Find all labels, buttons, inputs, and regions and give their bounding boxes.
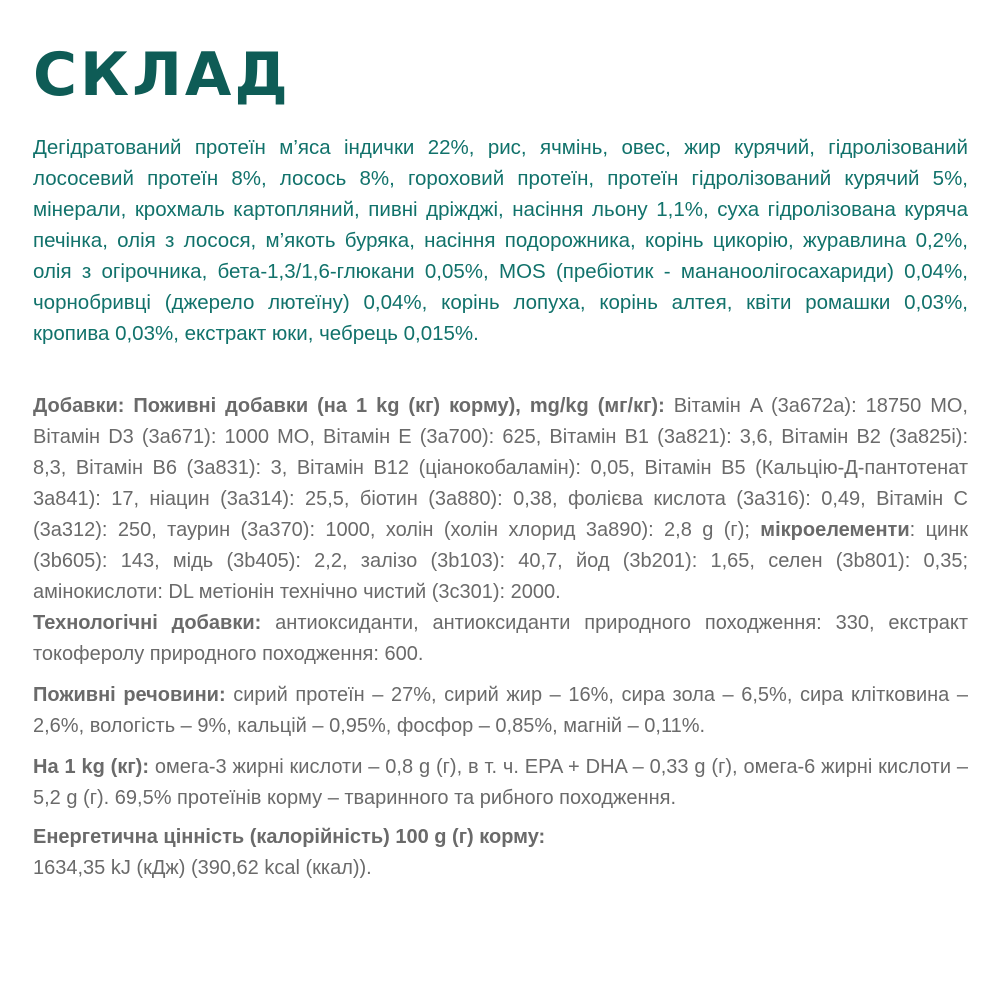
nutrients-label: Поживні речовини: — [33, 684, 226, 706]
additives-text: Вітамін A (3a672a): 18750 МО, Вітамін D3 (3a671): 1000 МО, Вітамін E (3a700): 625, Вітамін B1 (3a821): 3,6, Вітамін B2 (3a825i): 8,3, Вітамін B6 (3a831): 3, Вітамін B12 (ціанокобаламін): 0,05, Вітамін B5 (Кальцію-Д-пантотенат 3a841): 17, ніацин (3a314): 25,5, біотин (3a880): 0,38, фолієва кислота (3a316): 0,49, Вітамін C (3a312): 250, таурин (3a370): 1000, холін (холін хлорид 3a890): 2,8 g (г); — [33, 395, 968, 541]
nutrients-paragraph — [33, 680, 968, 742]
ingredients-paragraph: Дегідратований протеїн м’яса індички 22%, рис, ячмінь, овес, жир курячий, гідролізований лососевий протеїн 8%, лосось 8%, гороховий протеїн, протеїн гідролізований курячий 5%, мінерали, крохмаль картопляний, пивні дріжджі, насіння льону 1,1%, суха гідролізована куряча печінка, олія з лосося, м’якоть буряка, насіння подорожника, корінь цикорію, журавлина 0,2%, олія з огірочника, бета-1,3/1,6-глюкани 0,05%, MOS (пребіотик - мананоолігосахариди) 0,04%, чорнобривці (джерело лютеїну) 0,04%, корінь лопуха, корінь алтея, квіти ромашки 0,03%, кропива 0,03%, екстракт юки, чебрець 0,015%. — [33, 136, 968, 345]
composition-page — [33, 40, 968, 884]
energy-value: 1634,35 kJ (кДж) (390,62 kcal (ккал)). — [33, 857, 372, 879]
per-kg-label: На 1 kg (кг): — [33, 756, 149, 778]
per-kg-text: омега-3 жирні кислоти – 0,8 g (г), в т. ч. EPA + DHA – 0,33 g (г), омега-6 жирні кислоти – 5,2 g (г). 69,5% протеїнів корму – тваринного та рибного походження. — [33, 756, 968, 809]
microelements-text: : цинк (3b605): 143, мідь (3b405): 2,2, залізо (3b103): 40,7, йод (3b201): 1,65, селен (3b801): 0,35; амінокислоти: DL метіонін технічно чистий (3c301): 2000. — [33, 519, 968, 603]
energy-label: Енергетична цінність (калорійність) 100 g (г) корму: — [33, 826, 546, 848]
per-kg-paragraph — [33, 752, 968, 814]
energy-value-paragraph — [33, 822, 968, 884]
additives-label: Добавки: Поживні добавки (на 1 kg (кг) корму), mg/kg (мг/кг): — [33, 395, 665, 417]
nutrients-text: сирий протеїн – 27%, сирий жир – 16%, сира зола – 6,5%, сира клітковина – 2,6%, вологість – 9%, кальцій – 0,95%, фосфор – 0,85%, магній – 0,11%. — [33, 684, 968, 737]
technological-text: антиоксиданти, антиоксиданти природного походження: 330, екстракт токоферолу природного походження: 600. — [33, 612, 968, 665]
technological-label: Технологічні добавки: — [33, 612, 262, 634]
page-title: СКЛАД — [33, 40, 291, 110]
additives-paragraph — [33, 391, 968, 608]
technological-additives-paragraph — [33, 608, 968, 670]
microelements-label: мікроелементи — [749, 519, 910, 541]
